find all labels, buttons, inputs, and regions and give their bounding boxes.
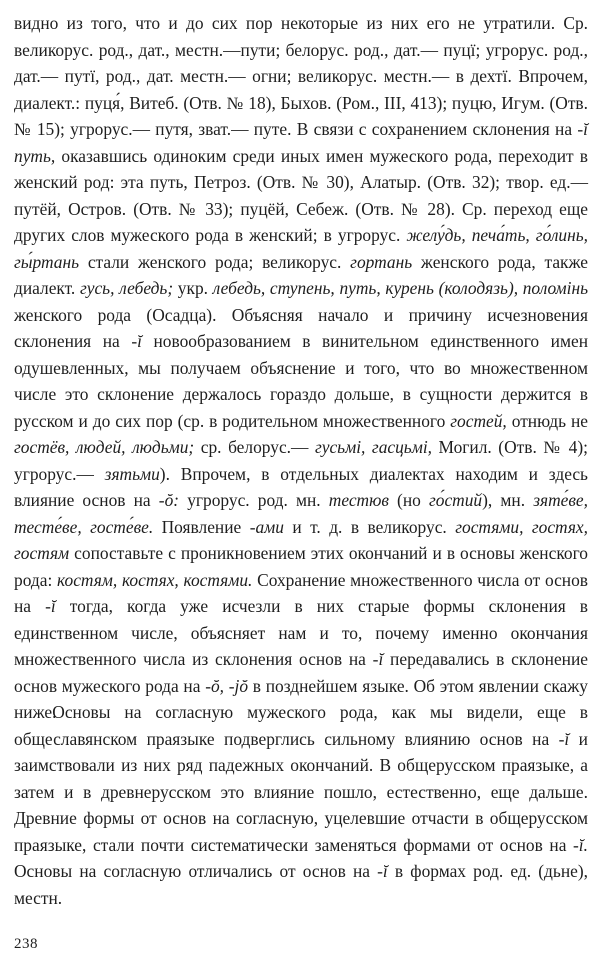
text-run: ). Впрочем, в отдельных диалектах находим и здесь влияние основ на [14, 463, 588, 510]
text-run: новообразованием в винительном единственного имен одушевленных, мы получаем объяснение и того, что во множественном числе это склонение держалось гораздо дольше, в сущности держится в русском и до сих пор (ср. в родительном множественного [14, 331, 589, 431]
body-paragraph [14, 699, 588, 911]
text-run: женского рода, также диалект. [14, 251, 588, 298]
italic-term: -ĭ [131, 331, 142, 351]
text-run: (но [388, 490, 429, 510]
italic-term: гортань [350, 251, 413, 272]
italic-term: -ĭ [558, 728, 570, 749]
text-run: в позднейшем языке. Об этом явлении скажу ниже. [14, 675, 588, 722]
text-run: тогда, когда уже исчезли в них старые формы склонения в единственном числе, объясняет нам и то, почему именно окончания множественного числа из склонения основ на [14, 596, 589, 669]
italic-term: лебедь, ступень, путь, курень (колодязь), поломiнь [212, 278, 588, 298]
italic-term: гусь, лебедь; [79, 278, 174, 298]
text-run: оказавшись одиноким среди иных имен мужеского рода, переходит в женский род: эта путь, Петроз. (Отв. № 30), Алатыр. (Отв. 32); твор. ед.— путёй, Остров. (Отв. № 33); пуцёй, Себеж. (Отв. № 28). Ср. переход еще других слов мужеского рода в женский; в угрорус. [14, 145, 588, 245]
text-run: ср. белорус.— [194, 437, 315, 457]
text-run: Могил. (Отв. № 4); угрорус.— [14, 437, 588, 484]
italic-term: гостёв, людей, людьми; [14, 437, 195, 457]
text-run: Основы на согласную мужеского рода, как мы видели, еще в общеславянском праязыке подверглись сильному влиянию основ на [14, 702, 588, 749]
italic-term: -ĭ. [573, 834, 588, 855]
italic-term: -ĭ [377, 861, 388, 881]
text-run: ), мн. [482, 490, 534, 510]
italic-term: -ĭ [45, 596, 56, 616]
text-run: стали женского рода; великорус. [79, 251, 351, 272]
document-page [14, 10, 588, 911]
italic-term: -ĭ [372, 649, 384, 669]
italic-term: костям, костях, костями. [57, 569, 253, 590]
text-run: видно из того, что и до сих пор некоторые из них его не утратили. Ср. великорус. род., дат., местн.—пути; белорус. род., дат.— пуцї; угрорус. род., дат.— путї, род., дат. местн.— огни; великорус. местн.— в дехтї. Впрочем, диалект.: пуця́, Витеб. (Отв. № 18), Быхов. (Ром., III, 413); пуцю, Игум. (Отв. № 15); угрорус.— путя, зват.— путе. В связи с сохранением склонения на [14, 13, 588, 139]
italic-term: гусьмi, гасцьмi, [314, 437, 432, 457]
text-run: и заимствовали из них ряд падежных окончаний. В общерусском праязыке, а затем и в древнерусском это влияние пошло, естественно, еще дальше. Древние формы от основ на согласную, уцелевшие отчасти в общерусском праязыке, стали почти систематически заменяться формами от основ на [14, 728, 588, 855]
italic-term: гостями, гостях, гостям [14, 516, 588, 563]
italic-term: го́стий [428, 490, 483, 510]
italic-term: гостей, [450, 410, 507, 431]
italic-term: -ами [249, 516, 284, 537]
text-run: передавались в склонение основ мужеского рода на [14, 649, 588, 696]
text-run: в формах род. ед. (дьне), местн. [14, 861, 588, 908]
italic-term: -ĭ путь, [14, 119, 588, 166]
text-run: Появление [153, 516, 250, 537]
italic-term: зятьми [104, 463, 160, 484]
page-number: 238 [14, 936, 38, 952]
italic-term: желу́дь, печа́ть, го́линь, гы́ртань [14, 225, 588, 272]
italic-term: -ŏ: [158, 490, 180, 510]
text-run: и т. д. в великорус. [283, 516, 456, 537]
text-run: отнюдь не [506, 410, 588, 431]
italic-term: тестюв [328, 490, 389, 510]
text-run: Сохранение множественного числа от основ на [14, 569, 589, 616]
text-run: женского рода (Осадца). Объясняя начало и причину исчезновения склонения на [14, 304, 588, 351]
italic-term: -ŏ, -jŏ [205, 675, 249, 696]
text-run: Основы на согласную отличались от основ на [14, 861, 378, 881]
italic-term: зяте́ве, тесте́ве, госте́ве. [14, 490, 588, 537]
body-paragraph [14, 10, 589, 722]
text-run: укр. [173, 278, 213, 298]
text-run: сопоставьте с проникновением этих окончаний и в основы женского рода: [14, 543, 588, 590]
text-run: угрорус. род. мн. [179, 490, 329, 510]
